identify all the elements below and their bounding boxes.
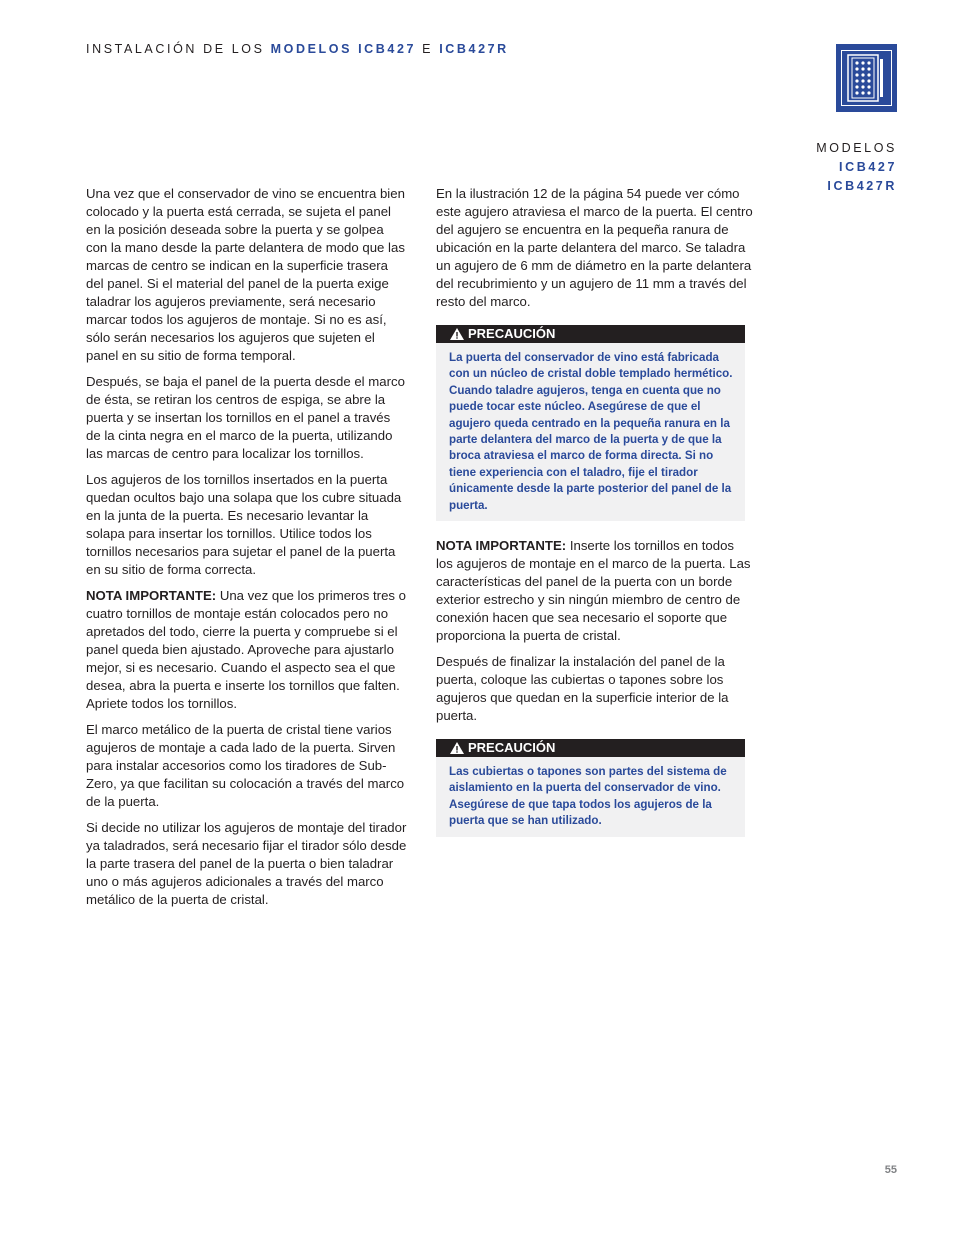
wine-storage-icon bbox=[836, 44, 897, 112]
header-model1: ICB427 bbox=[358, 42, 417, 56]
models-side-title: MODELOS bbox=[816, 141, 897, 155]
paragraph: Una vez que el conservador de vino se encuentra bien colocado y la puerta está cerrada, se sujeta el panel en la posición deseada sobre la puerta y se golpea con la mano desde la parte delantera de modo que las marcas de centro se indican en la superficie trasera del panel. Si el material del panel de la puerta exige taladrar los agujeros previamente, será necesario marcar todos los agujeros de montaje. Si no es así, sólo serán necesarios los agujeros que sujeten el panel en su sitio de forma temporal. bbox=[86, 186, 405, 363]
paragraph: Después, se baja el panel de la puerta desde el marco de ésta, se retiran los centros de espiga, se abre la puerta y se insertan los tornillos en el panel a través de la cinta negra en el marco de la puerta, utilizando las marcas de centro para localizar los tornillos. bbox=[86, 374, 405, 461]
caution-box bbox=[436, 325, 745, 521]
note-text: Una vez que los primeros tres o cuatro tornillos de montaje están colocados pero no apretados del todo, cierre la puerta y compruebe si el panel queda bien ajustado. Aproveche para ajustarlo mejor, si es necesario. Cuando el aspecto sea el que desea, abra la puerta e inserte los tornillos que falten. Apriete todos los tornillos. bbox=[86, 588, 406, 711]
paragraph: Si decide no utilizar los agujeros de montaje del tirador ya taladrados, será necesario fijar el tirador sólo desde la parte trasera del panel de la puerta o bien taladrar uno o más agujeros adicionales a través del marco metálico de la puerta de cristal. bbox=[86, 820, 407, 907]
warning-icon bbox=[450, 742, 464, 754]
caution-text: La puerta del conservador de vino está fabricada con un núcleo de cristal doble templado hermético. Cuando taladre agujeros, tenga en cuenta que no puede tocar este núcleo. Asegúrese de que el agujero queda centrado en la pequeña ranura en la parte delantera del marco de la puerta y de que la broca atraviesa el marco de forma directa. Si no tiene experiencia con el taladro, fije el tirador únicamente desde la parte posterior del panel de la puerta. bbox=[436, 343, 745, 521]
page-header bbox=[86, 42, 509, 56]
models-side-model1: ICB427 bbox=[839, 160, 897, 174]
page-number: 55 bbox=[884, 1164, 897, 1176]
models-side-model2: ICB427R bbox=[827, 179, 897, 193]
header-model2: ICB427R bbox=[439, 42, 509, 56]
caution-title: PRECAUCIÓN bbox=[468, 740, 556, 756]
important-note bbox=[86, 587, 408, 713]
important-note bbox=[436, 537, 754, 645]
caution-header bbox=[436, 739, 745, 757]
right-column bbox=[436, 185, 754, 853]
header-prefix: INSTALACIÓN DE LOS bbox=[86, 42, 265, 56]
note-label: NOTA IMPORTANTE: bbox=[436, 538, 567, 554]
left-column bbox=[86, 185, 408, 917]
caution-title: PRECAUCIÓN bbox=[468, 326, 556, 341]
warning-icon bbox=[450, 328, 464, 340]
caution-text: Las cubiertas o tapones son partes del sistema de aislamiento en la puerta del conservador de vino. Asegúrese de que tapa todos los agujeros de la puerta que se han utilizado. bbox=[436, 757, 745, 837]
header-conjunction: E bbox=[422, 42, 434, 56]
paragraph: El marco metálico de la puerta de cristal tiene varios agujeros de montaje a cada lado de la puerta. Sirven para instalar accesorios como los tiradores de Sub-Zero, ya que facilitan su colocación a través del marco de la puerta. bbox=[86, 722, 405, 809]
note-label: NOTA IMPORTANTE: bbox=[86, 588, 217, 603]
paragraph: En la ilustración 12 de la página 54 puede ver cómo este agujero atraviesa el marco de la puerta. El centro del agujero se encuentra en la pequeña ranura de ubicación en la parte delantera del marco. Se taladra un agujero de 6 mm de diámetro en la parte delantera del recubrimiento y un agujero de 11 mm a través del resto del marco. bbox=[436, 186, 753, 309]
paragraph: Después de finalizar la instalación del panel de la puerta, coloque las cubiertas o tapones sobre los agujeros que quedan en la superficie interior de la puerta. bbox=[436, 654, 729, 724]
note-text: Inserte los tornillos en todos los agujeros de montaje en el marco de la puerta. Las características del panel de la puerta con un borde exterior estrecho y sin ningún miembro de centro de conexión hacen que sea necesario el soporte que proporciona la puerta de cristal. bbox=[436, 538, 751, 644]
paragraph: Los agujeros de los tornillos insertados en la puerta quedan ocultos bajo una solapa que los cubre situada en la junta de la puerta. Es necesario levantar la solapa para insertar los tornillos. Utilice todos los tornillos necesarios para sujetar el panel de la puerta en su sitio de forma correcta. bbox=[86, 472, 402, 577]
caution-header bbox=[436, 325, 745, 343]
caution-box bbox=[436, 739, 745, 837]
header-models-word: MODELOS bbox=[270, 42, 353, 56]
models-side-label bbox=[816, 139, 897, 196]
